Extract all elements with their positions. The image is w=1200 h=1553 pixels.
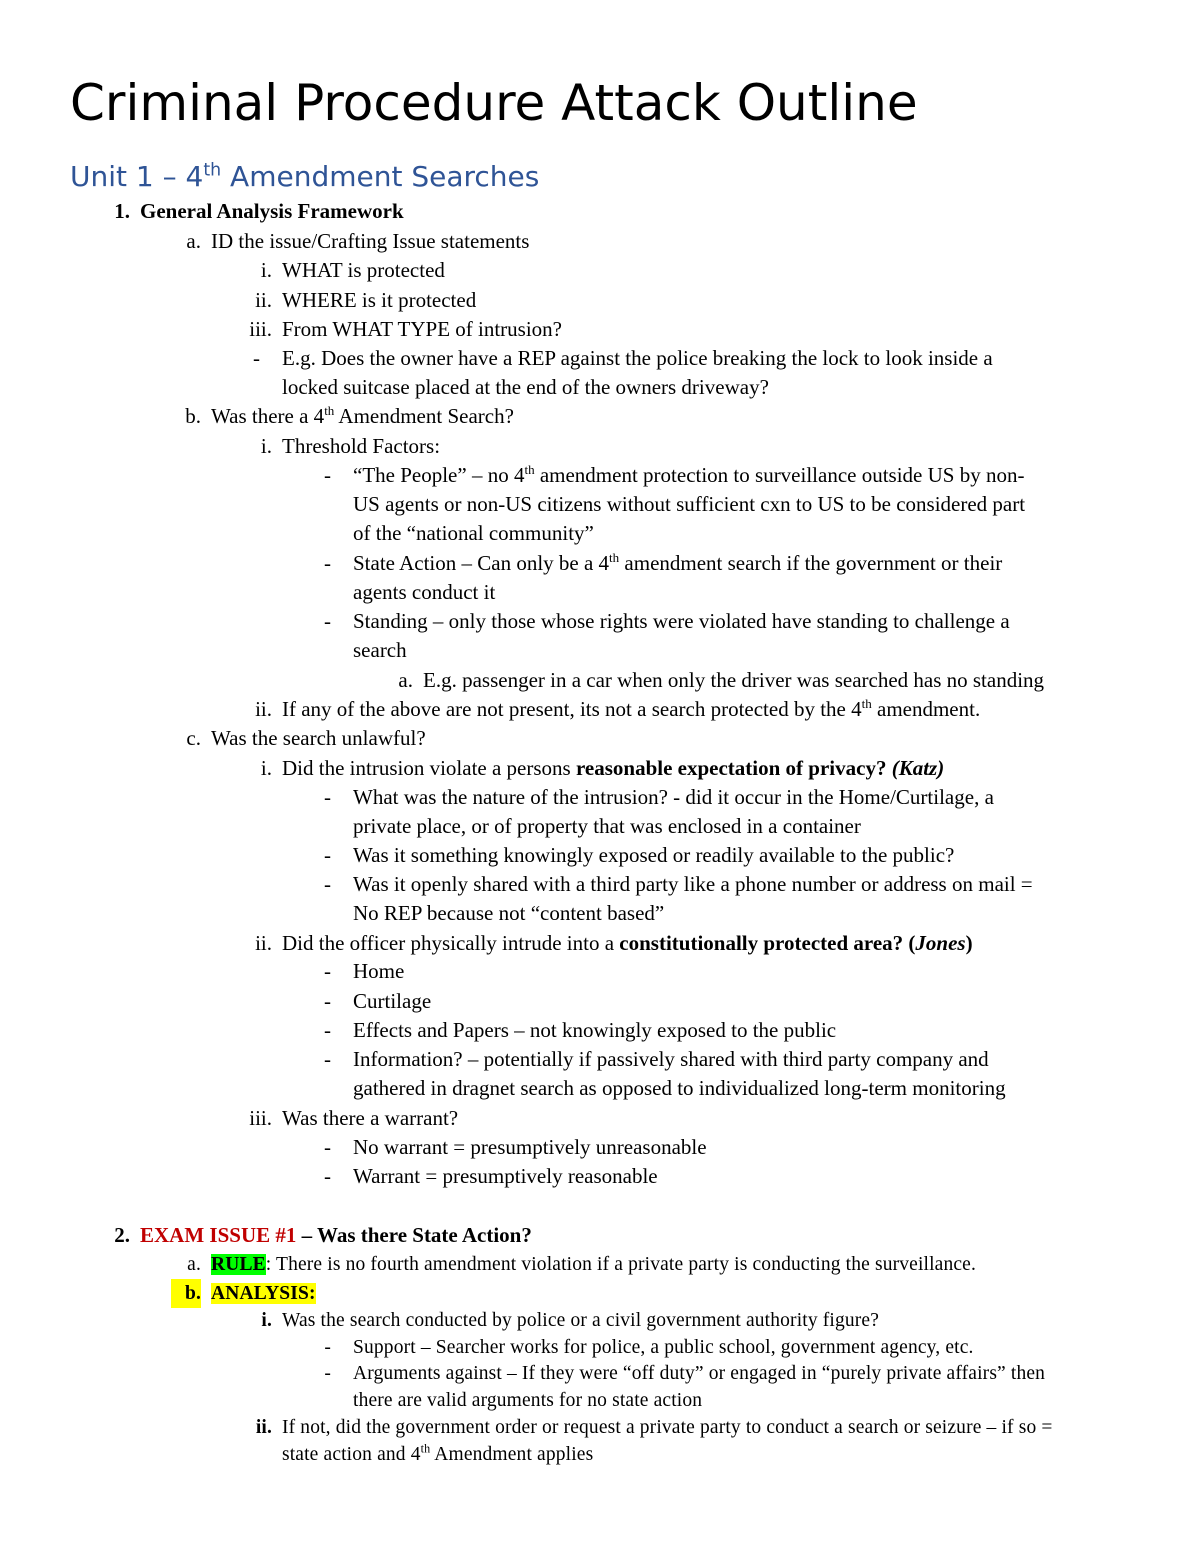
list-marker: -: [324, 1363, 331, 1384]
list-item-continuation: of the “national community”: [353, 521, 594, 545]
list-marker: -: [324, 1018, 331, 1042]
list-marker: -: [324, 609, 331, 633]
list-item-text: WHERE is it protected: [282, 288, 477, 312]
list-marker: -: [324, 463, 331, 487]
list-marker: a.: [398, 668, 413, 692]
analysis-label: ANALYSIS:: [211, 1283, 316, 1304]
list-item: [255, 695, 981, 724]
rule-label: RULE: [211, 1254, 266, 1275]
list-item: [255, 286, 477, 315]
superscript: th: [324, 403, 335, 418]
list-item-text: If not, did the government order or request a private party to conduct a search or seizure – if so =: [282, 1417, 1053, 1438]
list-item-text: Curtilage: [353, 989, 432, 1013]
section-1-heading: [114, 197, 404, 226]
list-item-text: WHAT is protected: [282, 258, 445, 282]
list-item: [261, 1306, 880, 1335]
superscript: th: [420, 1441, 431, 1456]
bold-text: ): [965, 931, 973, 955]
superscript: th: [861, 696, 872, 711]
list-marker: c.: [186, 726, 201, 750]
list-marker: 2.: [114, 1223, 130, 1247]
list-item: [184, 1279, 316, 1308]
list-marker: ii.: [255, 1417, 272, 1438]
list-item-continuation: locked suitcase placed at the end of the owners driveway?: [282, 375, 769, 399]
list-item: [187, 1250, 976, 1279]
list-item-text: Home: [353, 959, 405, 983]
list-marker: a.: [187, 1254, 201, 1275]
list-item: [324, 1045, 989, 1074]
list-item-text: Was there a 4: [211, 404, 325, 428]
section-1-heading-text: General Analysis Framework: [140, 199, 404, 223]
list-item-text: Was it openly shared with a third party like a phone number or address on mail =: [353, 872, 1033, 896]
exam-issue-label: EXAM ISSUE #1: [140, 1223, 297, 1247]
list-marker: -: [324, 1135, 331, 1159]
list-item-text: Standing – only those whose rights were violated have standing to challenge a: [353, 609, 1010, 633]
section-2-heading: [114, 1221, 532, 1250]
list-item-text: Was the search conducted by police or a civil government authority figure?: [282, 1310, 880, 1331]
unit-heading: [70, 157, 539, 197]
list-marker: i.: [260, 756, 272, 780]
list-marker: -: [253, 346, 260, 370]
list-item: [260, 256, 445, 285]
list-item-continuation: No REP because not “content based”: [353, 901, 665, 925]
case-name: (Katz): [891, 756, 945, 780]
list-item-text: Support – Searcher works for police, a public school, government agency, etc.: [353, 1337, 974, 1358]
unit-heading-suffix: Amendment Searches: [221, 160, 540, 193]
list-item-text: “The People” – no 4: [353, 463, 525, 487]
list-item: [185, 402, 514, 431]
list-marker: ii.: [255, 931, 272, 955]
unit-heading-prefix: Unit 1 – 4: [70, 160, 204, 193]
document-title: Criminal Procedure Attack Outline: [70, 74, 918, 132]
list-item: [253, 344, 993, 373]
list-marker: ii.: [255, 697, 272, 721]
list-marker: iii.: [249, 1106, 272, 1130]
list-item-text: amendment.: [871, 697, 981, 721]
list-item: [324, 461, 1025, 490]
list-marker: -: [324, 551, 331, 575]
list-item-text: E.g. passenger in a car when only the driver was searched has no standing: [423, 668, 1045, 692]
list-marker: a.: [186, 229, 201, 253]
list-item-text: Did the officer physically intrude into a: [282, 931, 620, 955]
list-item: [324, 1133, 707, 1162]
list-item: [324, 987, 432, 1016]
superscript: th: [609, 550, 620, 565]
list-marker: ii.: [255, 288, 272, 312]
list-item-text: Threshold Factors:: [282, 434, 441, 458]
list-item-text: state action and 4: [282, 1444, 421, 1465]
unit-heading-sup: th: [203, 160, 222, 181]
list-item: [255, 1413, 1053, 1442]
list-marker: -: [324, 785, 331, 809]
list-item-text: E.g. Does the owner have a REP against the police breaking the lock to look inside a: [282, 346, 993, 370]
list-item-continuation: US agents or non-US citizens without sufficient cxn to US to be considered part: [353, 492, 1026, 516]
section-2-heading-text: – Was there State Action?: [296, 1223, 532, 1247]
list-item-continuation: private place, or of property that was enclosed in a container: [353, 814, 861, 838]
list-item: [324, 870, 1033, 899]
list-item: [324, 957, 405, 986]
list-marker: i.: [260, 258, 272, 282]
list-item-continuation: [282, 1440, 593, 1469]
list-marker: -: [324, 1164, 331, 1188]
list-marker: i.: [261, 1310, 272, 1331]
list-item-text: No warrant = presumptively unreasonable: [353, 1135, 707, 1159]
list-marker: -: [324, 1047, 331, 1071]
list-item-text: Effects and Papers – not knowingly exposed to the public: [353, 1018, 837, 1042]
list-item: [260, 432, 441, 461]
list-item-text: Was there a warrant?: [282, 1106, 459, 1130]
list-item-text: amendment search if the government or their: [619, 551, 1003, 575]
list-item-text: Amendment Search?: [334, 404, 514, 428]
list-item-text: Did the intrusion violate a persons: [282, 756, 576, 780]
superscript: th: [524, 462, 535, 477]
list-marker: b.: [185, 404, 201, 428]
list-item: [398, 666, 1045, 695]
list-item: [249, 315, 563, 344]
list-marker: 1.: [114, 199, 130, 223]
list-marker: b.: [171, 1279, 201, 1308]
list-item: [324, 783, 994, 812]
list-item: [249, 1104, 459, 1133]
bold-text: constitutionally protected area? (: [619, 931, 916, 955]
case-name: Jones: [915, 931, 966, 955]
list-item: [324, 549, 1003, 578]
list-item: [324, 1333, 974, 1362]
list-item: [324, 1162, 658, 1191]
list-item: [260, 754, 945, 783]
list-item-text: : There is no fourth amendment violation if a private party is conducting the surveillance.: [265, 1254, 976, 1275]
list-item-continuation: there are valid arguments for no state action: [353, 1390, 703, 1411]
list-item-text: What was the nature of the intrusion? - did it occur in the Home/Curtilage, a: [353, 785, 994, 809]
list-item: [255, 929, 973, 958]
list-item: [324, 1016, 837, 1045]
list-item-text: From WHAT TYPE of intrusion?: [282, 317, 563, 341]
list-marker: -: [324, 1337, 331, 1358]
list-marker: -: [324, 989, 331, 1013]
bold-text: reasonable expectation of privacy?: [575, 756, 892, 780]
list-item-text: Information? – potentially if passively shared with third party company and: [353, 1047, 989, 1071]
list-item-text: Was it something knowingly exposed or readily available to the public?: [353, 843, 955, 867]
list-item: [324, 607, 1010, 636]
list-item: [324, 1359, 1046, 1388]
list-item-continuation: agents conduct it: [353, 580, 496, 604]
list-item: [186, 724, 426, 753]
list-marker: i.: [260, 434, 272, 458]
list-item-text: Amendment applies: [430, 1444, 594, 1465]
list-item-text: Was the search unlawful?: [211, 726, 426, 750]
list-marker: -: [324, 959, 331, 983]
list-item-text: State Action – Can only be a 4: [353, 551, 610, 575]
list-item-text: ID the issue/Crafting Issue statements: [211, 229, 530, 253]
list-item-continuation: gathered in dragnet search as opposed to individualized long-term monitoring: [353, 1076, 1006, 1100]
list-item: [324, 841, 955, 870]
list-marker: iii.: [249, 317, 272, 341]
list-marker: -: [324, 843, 331, 867]
list-item-text: Warrant = presumptively reasonable: [353, 1164, 658, 1188]
list-item-text: If any of the above are not present, its not a search protected by the 4: [282, 697, 862, 721]
list-item: [186, 227, 530, 256]
list-item-continuation: search: [353, 638, 407, 662]
list-item-text: amendment protection to surveillance outside US by non-: [534, 463, 1025, 487]
list-marker: -: [324, 872, 331, 896]
list-item-text: Arguments against – If they were “off duty” or engaged in “purely private affairs” then: [353, 1363, 1046, 1384]
